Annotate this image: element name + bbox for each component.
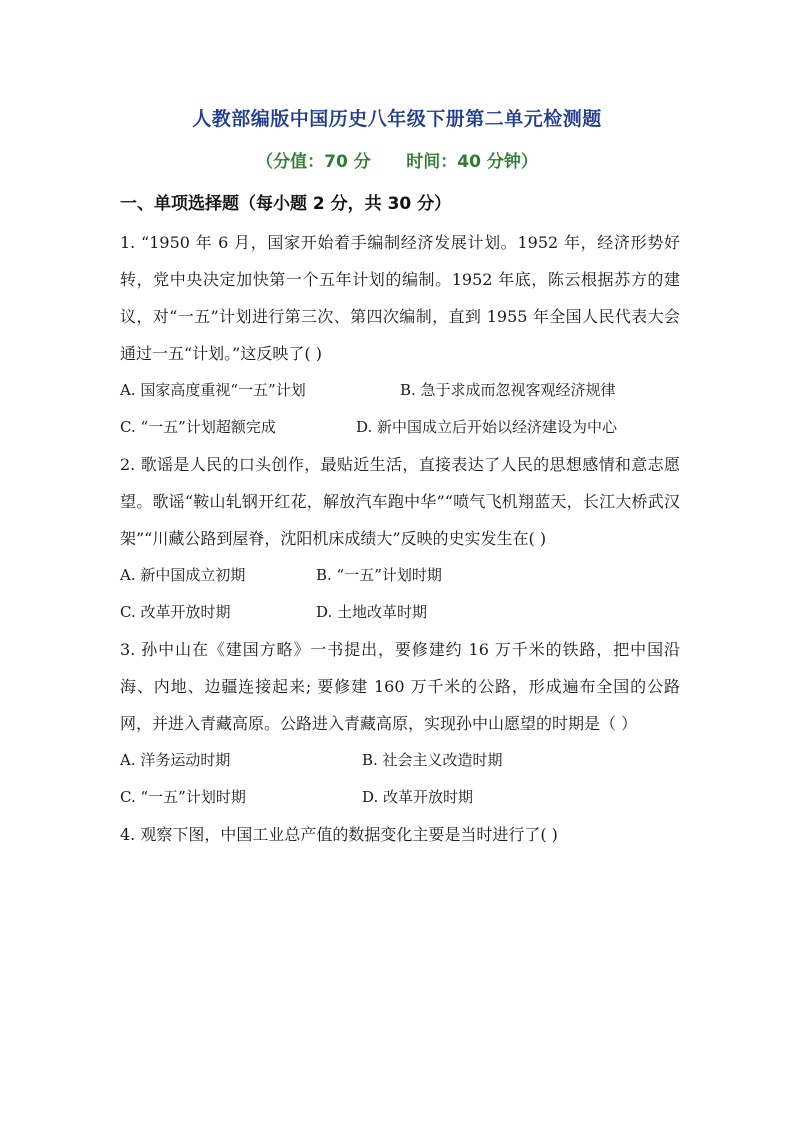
question-stem: 4. 观察下图，中国工业总产值的数据变化主要是当时进行了( )	[120, 825, 558, 844]
option-c: C. “一五”计划时期	[120, 788, 246, 806]
option-row	[120, 779, 680, 816]
question-stem: 2. 歌谣是人民的口头创作，最贴近生活，直接表达了人民的思想感情和意志愿望。歌谣“鞍山轧钢开红花，解放汽车跑中华”“喷气飞机翔蓝天，长江大桥武汉架”“川藏公路到屋脊，沈阳机床成绩大”反映的史实发生在( )	[120, 455, 680, 548]
option-row	[120, 409, 680, 446]
option-b: B. “一五”计划时期	[316, 566, 442, 584]
option-row	[120, 372, 680, 409]
exam-info: （分值：70 分 时间：40 分钟）	[256, 152, 538, 172]
option-d: D. 新中国成立后开始以经济建设为中心	[356, 418, 618, 436]
option-c: C. 改革开放时期	[120, 603, 231, 621]
option-a: A. 新中国成立初期	[120, 566, 246, 584]
option-row	[120, 742, 680, 779]
option-a: A. 国家高度重视“一五”计划	[120, 381, 306, 399]
question-stem: 3. 孙中山在《建国方略》一书提出，要修建约 16 万千米的铁路，把中国沿海、内地、边疆连接起来; 要修建 160 万千米的公路，形成遍布全国的公路网，并进入青藏高原。公路进入青藏高原，实现孙中山愿望的时期是（ ）	[120, 640, 680, 733]
option-row	[120, 594, 680, 631]
option-d: D. 改革开放时期	[362, 788, 474, 806]
option-c: C. “一五”计划超额完成	[120, 418, 276, 436]
option-b: B. 急于求成而忽视客观经济规律	[400, 381, 616, 399]
question-4	[120, 816, 680, 853]
question-3	[120, 631, 680, 816]
section-heading: 一、单项选择题（每小题 2 分，共 30 分）	[120, 194, 452, 214]
option-a: A. 洋务运动时期	[120, 751, 231, 769]
option-d: D. 土地改革时期	[316, 603, 428, 621]
page-title: 人教部编版中国历史八年级下册第二单元检测题	[192, 108, 602, 130]
question-list	[120, 224, 680, 853]
question-2	[120, 446, 680, 631]
option-row	[120, 557, 680, 594]
option-b: B. 社会主义改造时期	[362, 751, 503, 769]
question-1	[120, 224, 680, 446]
question-stem: 1. “1950 年 6 月，国家开始着手编制经济发展计划。1952 年，经济形势好转，党中央决定加快第一个五年计划的编制。1952 年底，陈云根据苏方的建议，对“一五”计划进行第三次、第四次编制，直到 1955 年全国人民代表大会通过一五“计划。”这反映了( )	[120, 233, 680, 363]
